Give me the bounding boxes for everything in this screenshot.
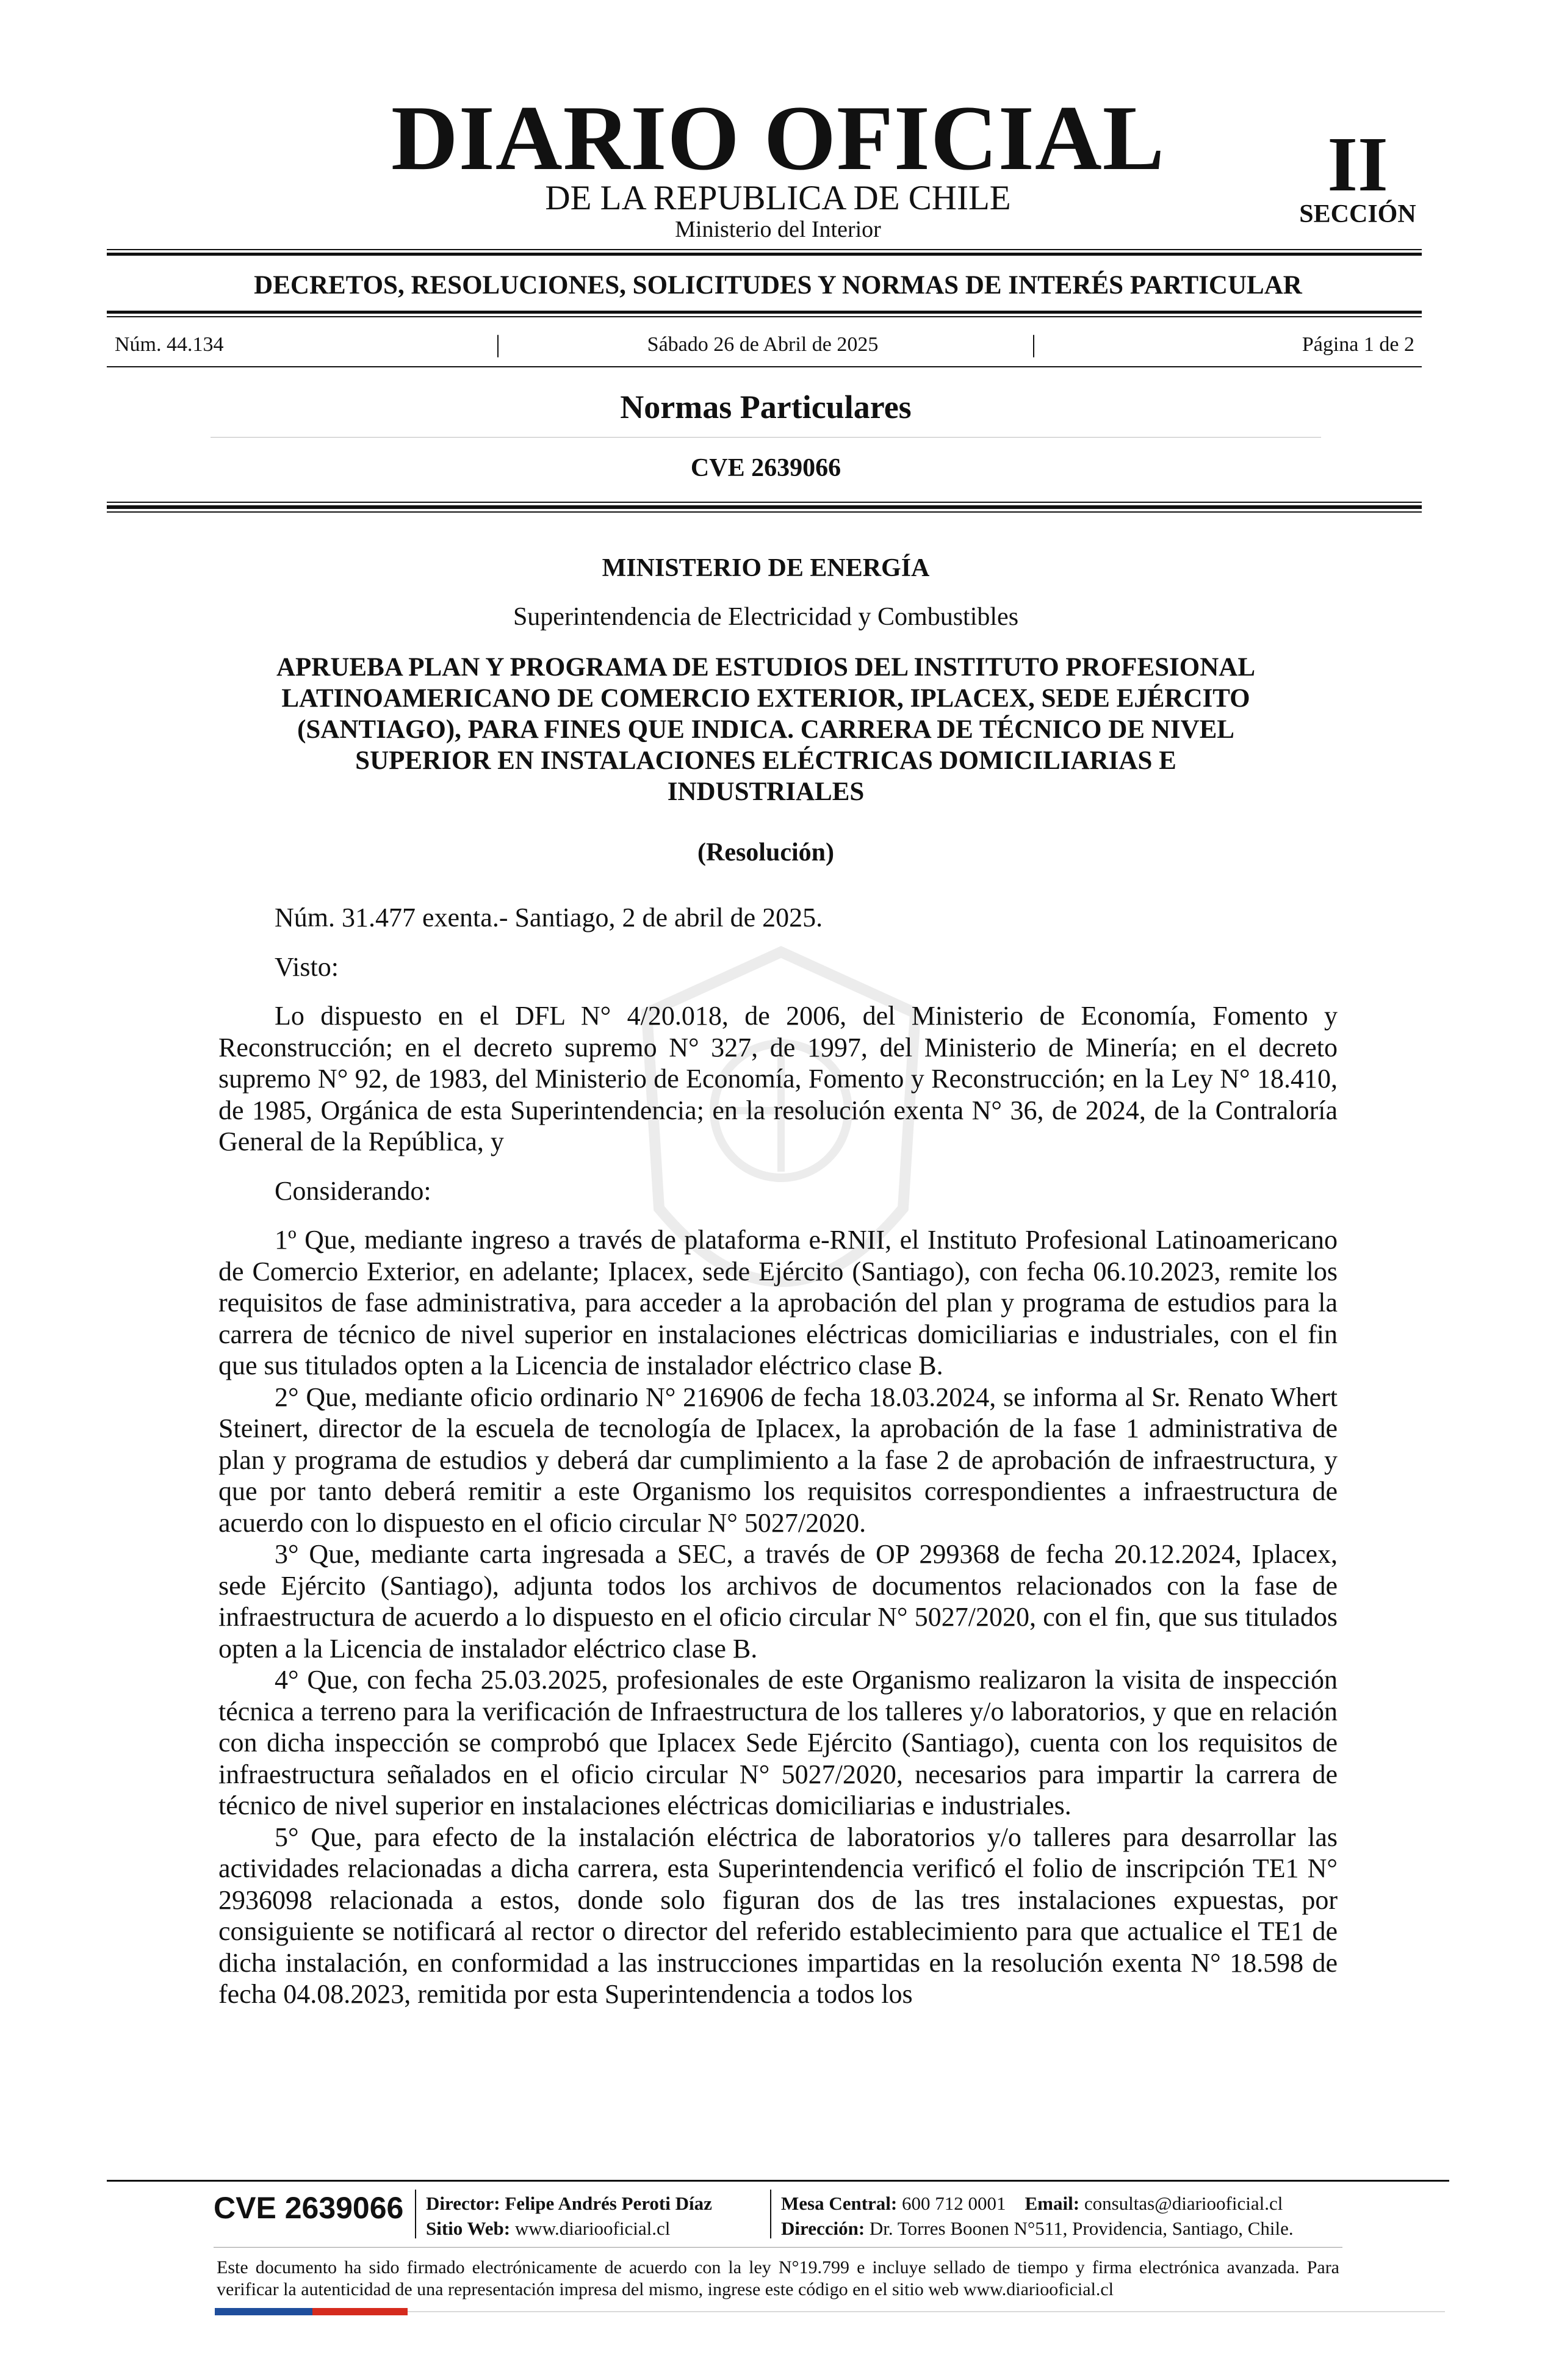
- flag-stripe-line: [408, 2311, 1445, 2312]
- footer-rule: [107, 2180, 1449, 2182]
- phone-label: Mesa Central:: [781, 2193, 898, 2214]
- visto-text: Lo dispuesto en el DFL N° 4/20.018, de 2006, del Ministerio de Economía, Fomento y Reconstrucción; en el decreto supremo N° 327, de 1997, del Ministerio de Minería; en el decreto supremo N° 92, de 1983, del Ministerio de Economía, Fomento y Reconstrucción; en la Ley N° 18.410, de 1985, Orgánica de esta Superintendencia; en la resolución exenta N° 36, de 2024, de la Contraloría General de la República, y: [218, 1001, 1338, 1156]
- resolution-number-line: Núm. 31.477 exenta.- Santiago, 2 de abril de 2025.: [275, 903, 823, 932]
- meta-separator: |: [495, 330, 501, 358]
- section-title: Normas Particulares: [620, 389, 912, 425]
- issue-date: Sábado 26 de Abril de 2025: [647, 333, 879, 356]
- meta-rule: [107, 366, 1422, 367]
- footer-divider: [415, 2190, 416, 2238]
- considerando-label: Considerando:: [275, 1175, 431, 1206]
- flag-stripe-blue: [215, 2308, 312, 2315]
- document-agency: Superintendencia de Electricidad y Combustibles: [513, 603, 1019, 631]
- website-link[interactable]: www.diariooficial.cl: [514, 2218, 671, 2239]
- headline-line: (SANTIAGO), PARA FINES QUE INDICA. CARRERA DE TÉCNICO DE NIVEL: [297, 715, 1234, 744]
- considerando-paragraph: 3° Que, mediante carta ingresada a SEC, a través de OP 299368 de fecha 20.12.2024, Iplacex, sede Ejército (Santiago), adjunta todos los archivos de documentos relacionados con la fase de infraestructura de acuerdo a lo dispuesto en el oficio circular N° 5027/2020, con el fin, que sus titulados opten a la Licencia de instalador eléctrico clase B.: [218, 1539, 1338, 1664]
- director-label: Director:: [426, 2193, 500, 2214]
- director-name: Felipe Andrés Peroti Díaz: [505, 2193, 712, 2214]
- address-value: Dr. Torres Boonen N°511, Providencia, Santiago, Chile.: [869, 2218, 1294, 2239]
- document-type: (Resolución): [697, 838, 834, 867]
- website-label: Sitio Web:: [426, 2218, 511, 2239]
- cve-rule-thick: [107, 505, 1422, 509]
- document-ministry: MINISTERIO DE ENERGÍA: [602, 554, 930, 582]
- footer-director-block: [426, 2191, 712, 2241]
- considerando-paragraph: 5° Que, para efecto de la instalación eléctrica de laboratorios y/o talleres para desarrollar las actividades relacionadas a dicha carrera, esta Superintendencia verificó el folio de inscripción TE1 N° 2936098 relacionada a estos, donde solo figuran dos de las tres instalaciones expuestas, por consiguiente se notificará al rector o director del referido establecimiento para que actualice el TE1 de dicha instalación, en conformidad a las instrucciones impartidas en la resolución exenta N° 18.598 de fecha 04.08.2023, remitida por esta Superintendencia a todos los: [218, 1822, 1338, 2009]
- masthead-rule-thick: [107, 253, 1422, 256]
- address-label: Dirección:: [781, 2218, 865, 2239]
- masthead-subtitle: DE LA REPUBLICA DE CHILE: [545, 179, 1011, 217]
- email-link[interactable]: consultas@diariooficial.cl: [1084, 2193, 1283, 2214]
- band-rule-thin: [107, 316, 1422, 317]
- meta-separator: |: [1031, 330, 1037, 358]
- headline-line: INDUSTRIALES: [667, 777, 865, 806]
- section-label: SECCIÓN: [1299, 200, 1416, 228]
- email-label: Email:: [1025, 2193, 1080, 2214]
- headline-line: SUPERIOR EN INSTALACIONES ELÉCTRICAS DOMICILIARIAS E: [355, 746, 1176, 775]
- masthead-rule-thin: [107, 249, 1422, 250]
- cve-code: CVE 2639066: [690, 454, 841, 482]
- flag-stripe-red: [312, 2308, 408, 2315]
- footer-disclaimer: Este documento ha sido firmado electrónicamente de acuerdo con la ley N°19.799 e incluye sellado de tiempo y firma electrónica avanzada. Para verificar la autenticidad de una representación impresa del mismo, ingrese este código en el sitio web www.diariooficial.cl: [217, 2257, 1339, 2299]
- footer-contact-block: [781, 2191, 1294, 2241]
- masthead-ministry: Ministerio del Interior: [675, 217, 881, 242]
- headline-line: LATINOAMERICANO DE COMERCIO EXTERIOR, IPLACEX, SEDE EJÉRCITO: [281, 684, 1250, 713]
- considerando-paragraph: 1º Que, mediante ingreso a través de plataforma e-RNII, el Instituto Profesional Latinoamericano de Comercio Exterior, en adelante; Iplacex, sede Ejército (Santiago), con fecha 06.10.2023, remite los requisitos de fase administrativa, para acceder a la aprobación del plan y programa de estudios para la carrera de técnico de nivel superior en instalaciones eléctricas domiciliarias e industriales, con el fin que sus titulados opten a la Licencia de instalador eléctrico clase B.: [218, 1225, 1338, 1380]
- considerando-paragraph: 4° Que, con fecha 25.03.2025, profesionales de este Organismo realizaron la visita de inspección técnica a terreno para la verificación de Infraestructura de los talleres y/o laboratorios, y que en relación con dicha inspección se comprobó que Iplacex Sede Ejército (Santiago), cuenta con los requisitos de infraestructura señalados en el oficio circular N° 5027/2020, necesarios para impartir la carrera de técnico de nivel superior en instalaciones eléctricas domiciliarias e industriales.: [218, 1665, 1338, 1820]
- band-title: DECRETOS, RESOLUCIONES, SOLICITUDES Y NORMAS DE INTERÉS PARTICULAR: [254, 271, 1302, 300]
- considerando-paragraph: 2° Que, mediante oficio ordinario N° 216906 de fecha 18.03.2024, se informa al Sr. Renato Whert Steinert, director de la escuela de tecnología de Iplacex, la aprobación de la fase 1 administrativa de plan y programa de estudios y deberá dar cumplimiento a la fase 2 de aprobación de infraestructura, y que por tanto deberá remitir a este Organismo los requisitos correspondientes a infraestructura de acuerdo con lo dispuesto en el oficio circular N° 5027/2020.: [218, 1382, 1338, 1538]
- document-body: [218, 902, 1338, 2010]
- issue-page: Página 1 de 2: [1302, 333, 1414, 356]
- cve-rule-thin-2: [107, 511, 1422, 513]
- section-title-rule: [211, 437, 1321, 438]
- footer-cve-code: CVE 2639066: [214, 2191, 404, 2225]
- section-number: II: [1327, 121, 1388, 207]
- cve-rule-thin: [107, 502, 1422, 503]
- band-rule-thick: [107, 311, 1422, 314]
- issue-number: Núm. 44.134: [115, 333, 224, 356]
- document-headline: [201, 652, 1330, 807]
- headline-line: APRUEBA PLAN Y PROGRAMA DE ESTUDIOS DEL INSTITUTO PROFESIONAL: [276, 653, 1256, 682]
- visto-label: Visto:: [275, 951, 339, 982]
- footer-rule-2: [214, 2247, 1342, 2248]
- masthead-title: DIARIO OFICIAL: [391, 87, 1165, 189]
- phone-value: 600 712 0001: [902, 2193, 1006, 2214]
- footer-divider: [770, 2190, 771, 2238]
